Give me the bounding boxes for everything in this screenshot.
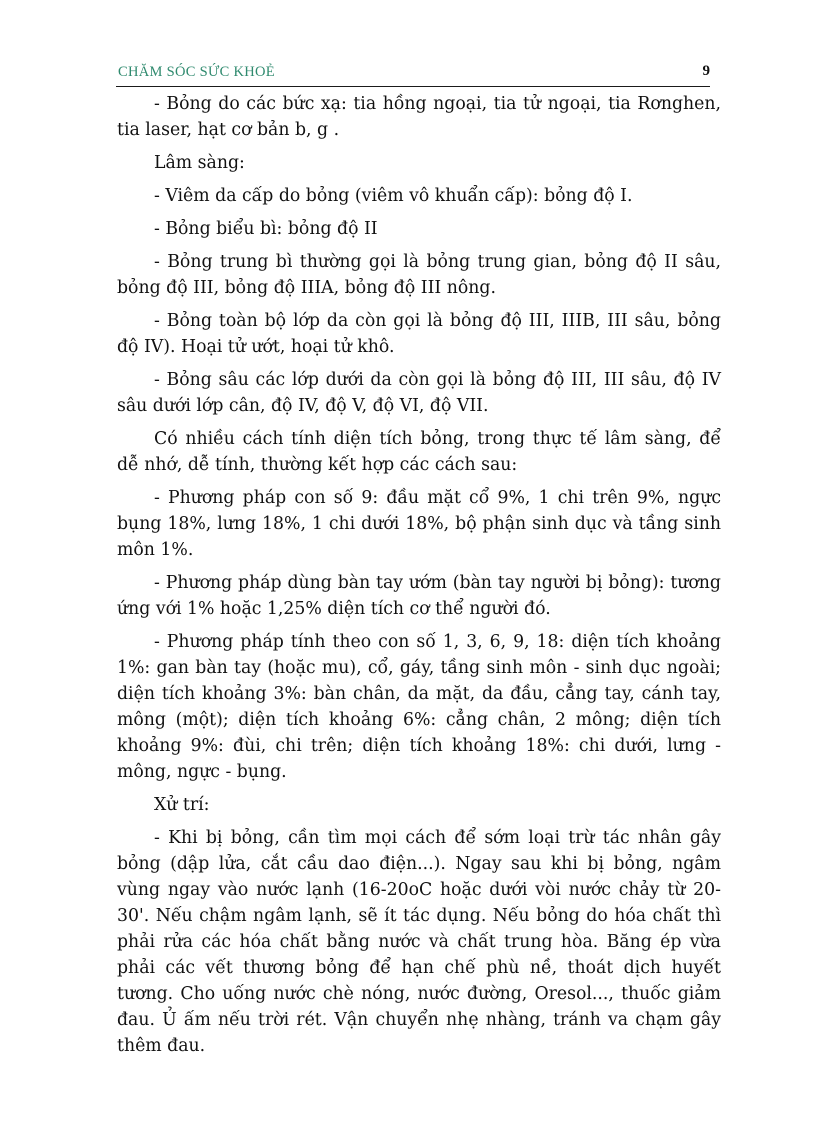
paragraph-palm-method: - Phương pháp dùng bàn tay ướm (bàn tay người bị bỏng): tương ứng với 1% hoặc 1,25% diện tích cơ thể người đó. xyxy=(117,573,721,619)
page-header xyxy=(116,62,710,87)
paragraph-treatment: - Khi bị bỏng, cần tìm mọi cách để sớm loại trừ tác nhân gây bỏng (dập lửa, cắt cầu dao điện...). Ngay sau khi bị bỏng, ngâm vùng ngay vào nước lạnh (16-20oC hoặc dưới vòi nước chảy từ 20-30'. Nếu chậm ngâm lạnh, sẽ ít tác dụng. Nếu bỏng do hóa chất thì phải rửa các hóa chất bằng nước và chất trung hòa. Băng ép vừa phải các vết thương bỏng để hạn chế phù nề, thoát dịch huyết tương. Cho uống nước chè nóng, nước đường, Oresol..., thuốc giảm đau. Ủ ấm nếu trời rét. Vận chuyển nhẹ nhàng, tránh va chạm gây thêm đau. xyxy=(117,828,721,1056)
paragraph-deep-burn: - Bỏng sâu các lớp dưới da còn gọi là bỏng độ III, III sâu, độ IV sâu dưới lớp cân, độ IV, độ V, độ VI, độ VII. xyxy=(117,370,721,416)
paragraph-full-thickness-burn: - Bỏng toàn bộ lớp da còn gọi là bỏng độ III, IIIB, III sâu, bỏng độ IV). Hoại tử ướt, hoại tử khô. xyxy=(117,311,721,357)
heading-clinical: Lâm sàng: xyxy=(154,153,245,173)
paragraph-radiation-burns: - Bỏng do các bức xạ: tia hồng ngoại, tia tử ngoại, tia Rơnghen, tia laser, hạt cơ bản b, g . xyxy=(117,94,721,140)
body-text xyxy=(117,91,721,1066)
paragraph-dermal-burn: - Bỏng trung bì thường gọi là bỏng trung gian, bỏng độ II sâu, bỏng độ III, bỏng độ IIIA, bỏng độ III nông. xyxy=(117,252,721,298)
paragraph-burn-degree-2: - Bỏng biểu bì: bỏng độ II xyxy=(154,219,378,239)
running-header-title: CHĂM SÓC SỨC KHOẺ xyxy=(118,64,275,80)
page-number: 9 xyxy=(702,63,710,79)
paragraph-1-3-6-9-18-method: - Phương pháp tính theo con số 1, 3, 6, 9, 18: diện tích khoảng 1%: gan bàn tay (hoặc mu), cổ, gáy, tầng sinh môn - sinh dục ngoài; diện tích khoảng 3%: bàn chân, da mặt, da đầu, cẳng tay, cánh tay, mông (một); diện tích khoảng 6%: cẳng chân, 2 mông; diện tích khoảng 9%: đùi, chi trên; diện tích khoảng 18%: chi dưới, lưng - mông, ngực - bụng. xyxy=(117,632,721,782)
paragraph-burn-degree-1: - Viêm da cấp do bỏng (viêm vô khuẩn cấp): bỏng độ I. xyxy=(154,186,633,206)
paragraph-rule-of-nines: - Phương pháp con số 9: đầu mặt cổ 9%, 1 chi trên 9%, ngực bụng 18%, lưng 18%, 1 chi dưới 18%, bộ phận sinh dục và tầng sinh môn 1%. xyxy=(117,488,721,560)
heading-treatment: Xử trí: xyxy=(154,795,210,815)
paragraph-area-intro: Có nhiều cách tính diện tích bỏng, trong thực tế lâm sàng, để dễ nhớ, dễ tính, thường kết hợp các cách sau: xyxy=(117,429,721,475)
